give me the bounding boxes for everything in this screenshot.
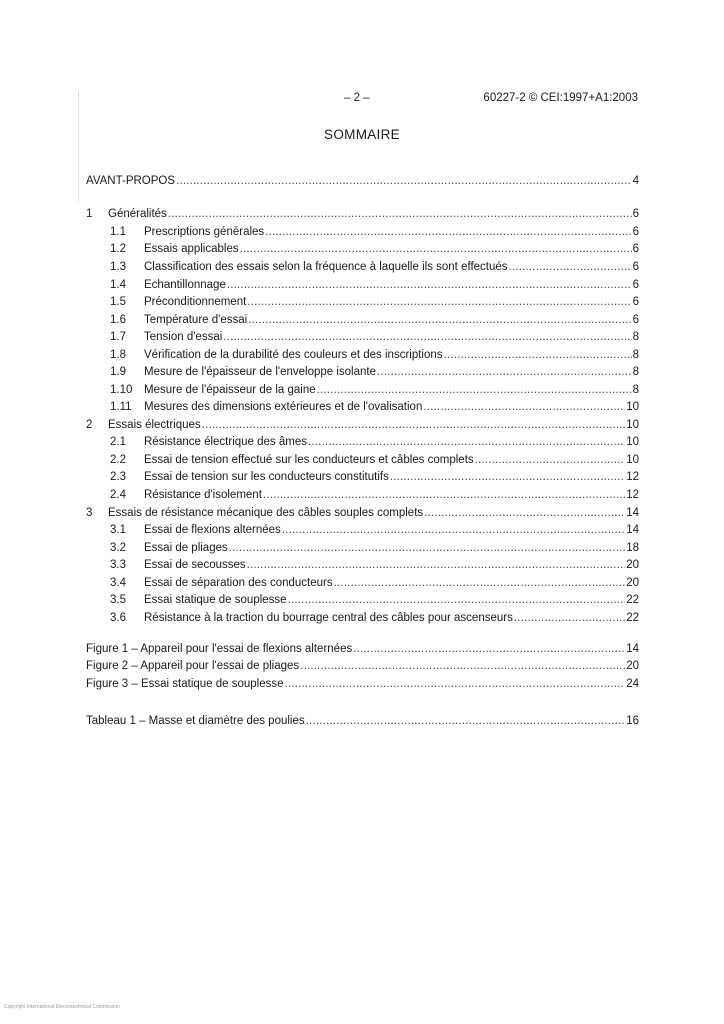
page-number: – 2 –: [344, 92, 370, 104]
dot-leader: [240, 241, 632, 257]
toc-entry-label: Résistance à la traction du bourrage central des câbles pour ascenseurs: [144, 612, 513, 624]
toc-entry-number: 3.5: [110, 594, 126, 606]
dot-leader: [300, 658, 625, 674]
dot-leader: [168, 206, 632, 222]
toc-entry-page: 20: [626, 577, 639, 589]
toc-entry-page: 14: [626, 507, 639, 519]
dot-leader: [227, 277, 632, 293]
dot-leader: [263, 487, 625, 503]
toc-entry-number: 3.1: [110, 524, 126, 536]
toc-entry-page: 24: [626, 678, 639, 690]
toc-entry-label: Mesure de l'épaisseur de l'enveloppe isolante: [144, 366, 376, 378]
toc-entry-number: 1.2: [110, 243, 126, 255]
toc-entry-label: Classification des essais selon la fréquence à laquelle ils sont effectués: [144, 261, 508, 273]
toc-entry-page: 22: [626, 594, 639, 606]
toc-entry-label: AVANT-PROPOS: [86, 175, 176, 187]
toc-entry: [86, 347, 639, 363]
toc-entry-label: Echantillonnage: [144, 279, 226, 291]
toc-entry-number: 1.7: [110, 331, 126, 343]
toc-entry-number: 2.4: [110, 489, 126, 501]
toc-entry-number: 3.2: [110, 542, 126, 554]
dot-leader: [424, 505, 625, 521]
toc-entry-number: 3.4: [110, 577, 126, 589]
toc-entry-number: 2.1: [110, 436, 126, 448]
dot-leader: [229, 540, 625, 556]
toc-entry-page: 6: [632, 208, 639, 220]
toc-entry-label: Vérification de la durabilité des couleurs et des inscriptions: [144, 349, 443, 361]
toc-entry-label: Figure 3 – Essai statique de souplesse: [86, 678, 284, 690]
toc-entry-page: 6: [632, 226, 639, 238]
toc-entry: [86, 312, 639, 328]
page-title: SOMMAIRE: [324, 127, 400, 142]
toc-entry-number: 1.5: [110, 296, 126, 308]
toc-entry-page: 16: [626, 715, 639, 727]
dot-leader: [223, 329, 631, 345]
toc-table-entry: [86, 713, 639, 729]
dot-leader: [176, 173, 632, 189]
dot-leader: [475, 452, 626, 468]
toc-entry-page: 4: [632, 175, 639, 187]
toc-entry-page: 22: [626, 612, 639, 624]
toc-entry-label: Prescriptions générales: [144, 226, 265, 238]
toc-entry: [86, 610, 639, 626]
toc-entry-page: 20: [626, 559, 639, 571]
toc-entry: [86, 469, 639, 485]
dot-leader: [247, 294, 631, 310]
dot-leader: [334, 575, 626, 591]
toc-entry-number: 1.3: [110, 261, 126, 273]
margin-mark: [78, 92, 80, 202]
dot-leader: [306, 713, 626, 729]
dot-leader: [317, 382, 632, 398]
toc-entry: [86, 557, 639, 573]
toc-entry-label: Tableau 1 – Masse et diamètre des poulies: [86, 715, 305, 727]
toc-entry-number: 1.8: [110, 349, 126, 361]
dot-leader: [514, 610, 625, 626]
toc-entry-label: Essais applicables: [144, 243, 239, 255]
dot-leader: [377, 364, 632, 380]
toc-entry-label: Généralités: [108, 208, 167, 220]
toc-entry-number: 1.1: [110, 226, 126, 238]
toc-entry-number: 2.3: [110, 471, 126, 483]
toc-entry: [86, 575, 639, 591]
toc-entry: [86, 224, 639, 240]
toc-entry-label: Figure 2 – Appareil pour l'essai de pliages: [86, 660, 300, 672]
toc-entry-label: Préconditionnement: [144, 296, 247, 308]
toc-entry-number: 3.6: [110, 612, 126, 624]
dot-leader: [265, 224, 631, 240]
toc-entry-number: 3: [86, 507, 93, 519]
toc-entry-label: Mesures des dimensions extérieures et de l'ovalisation: [144, 401, 423, 413]
toc-entry: [86, 592, 639, 608]
toc-entry-number: 1.11: [110, 401, 132, 413]
toc-entry: [86, 434, 639, 450]
toc-entry-page: 18: [626, 542, 639, 554]
toc-entry-page: 8: [632, 366, 639, 378]
toc-entry-page: 12: [626, 489, 639, 501]
toc-entry-label: Essai de tension effectué sur les conducteurs et câbles complets: [144, 454, 474, 466]
toc-entry: [86, 277, 639, 293]
toc-entry-page: 14: [626, 524, 639, 536]
page-header: [0, 92, 724, 108]
toc-entry: [86, 173, 639, 189]
toc-entry-label: Tension d'essai: [144, 331, 223, 343]
toc-entry-page: 8: [632, 331, 639, 343]
toc-entry-number: 1.4: [110, 279, 126, 291]
toc-entry-label: Essai de flexions alternées: [144, 524, 281, 536]
toc-entry: [86, 487, 639, 503]
toc-entry-page: 14: [626, 643, 639, 655]
toc-entry-page: 10: [626, 419, 639, 431]
toc-entry-number: 2.2: [110, 454, 126, 466]
toc-entry: [86, 364, 639, 380]
toc-entry: [86, 522, 639, 538]
dot-leader: [423, 399, 625, 415]
toc-entry-page: 20: [626, 660, 639, 672]
toc-entry: [86, 329, 639, 345]
toc-entry-page: 6: [632, 279, 639, 291]
dot-leader: [202, 417, 626, 433]
dot-leader: [247, 557, 626, 573]
toc-entry-page: 6: [632, 243, 639, 255]
toc-entry-number: 1.6: [110, 314, 126, 326]
toc-entry-page: 12: [626, 471, 639, 483]
toc-entry-label: Essais de résistance mécanique des câbles souples complets: [108, 507, 424, 519]
toc-entry: [86, 241, 639, 257]
dot-leader: [353, 641, 625, 657]
toc-entry: [86, 382, 639, 398]
toc-entry-page: 6: [632, 261, 639, 273]
toc-entry-page: 10: [626, 436, 639, 448]
toc-entry-page: 8: [632, 384, 639, 396]
toc-entry-page: 6: [632, 314, 639, 326]
toc-entry-page: 10: [626, 454, 639, 466]
toc-entry-label: Résistance électrique des âmes: [144, 436, 307, 448]
toc-entry: [86, 399, 639, 415]
toc-entry: [86, 540, 639, 556]
toc-entry-page: 6: [632, 296, 639, 308]
toc-entry-label: Mesure de l'épaisseur de la gaine: [144, 384, 316, 396]
toc-entry-number: 1: [86, 208, 93, 220]
toc-entry-label: Température d'essai: [144, 314, 248, 326]
toc-entry-number: 1.10: [110, 384, 133, 396]
toc-entry-label: Résistance d'isolement: [144, 489, 262, 501]
toc-entry-label: Essai de séparation des conducteurs: [144, 577, 333, 589]
dot-leader: [390, 469, 625, 485]
toc-entry-label: Figure 1 – Appareil pour l'essai de flexions alternées: [86, 643, 353, 655]
toc-entry-label: Essai de secousses: [144, 559, 246, 571]
toc-entry: [86, 417, 639, 433]
toc-entry: [86, 505, 639, 521]
toc-entry-number: 3.3: [110, 559, 126, 571]
dot-leader: [282, 522, 625, 538]
toc-figure-entry: [86, 658, 639, 674]
dot-leader: [288, 592, 626, 608]
toc-entry-number: 1.9: [110, 366, 126, 378]
toc-figure-entry: [86, 641, 639, 657]
toc-entry-label: Essai de pliages: [144, 542, 228, 554]
toc-entry: [86, 259, 639, 275]
toc-entry-label: Essai de tension sur les conducteurs constitutifs: [144, 471, 389, 483]
toc-entry: [86, 294, 639, 310]
dot-leader: [308, 434, 625, 450]
document-reference: 60227-2 © CEI:1997+A1:2003: [483, 92, 638, 104]
toc-entry-page: 8: [632, 349, 639, 361]
toc-entry-page: 10: [626, 401, 639, 413]
dot-leader: [248, 312, 631, 328]
copyright-footer: Copyright International Electrotechnical Commission: [4, 1004, 120, 1010]
toc-entry: [86, 206, 639, 222]
toc-entry-label: Essais électriques: [108, 419, 201, 431]
toc-figure-entry: [86, 676, 639, 692]
toc-entry-label: Essai statique de souplesse: [144, 594, 287, 606]
dot-leader: [285, 676, 626, 692]
toc-entry-number: 2: [86, 419, 93, 431]
dot-leader: [444, 347, 632, 363]
dot-leader: [509, 259, 632, 275]
toc-entry: [86, 452, 639, 468]
